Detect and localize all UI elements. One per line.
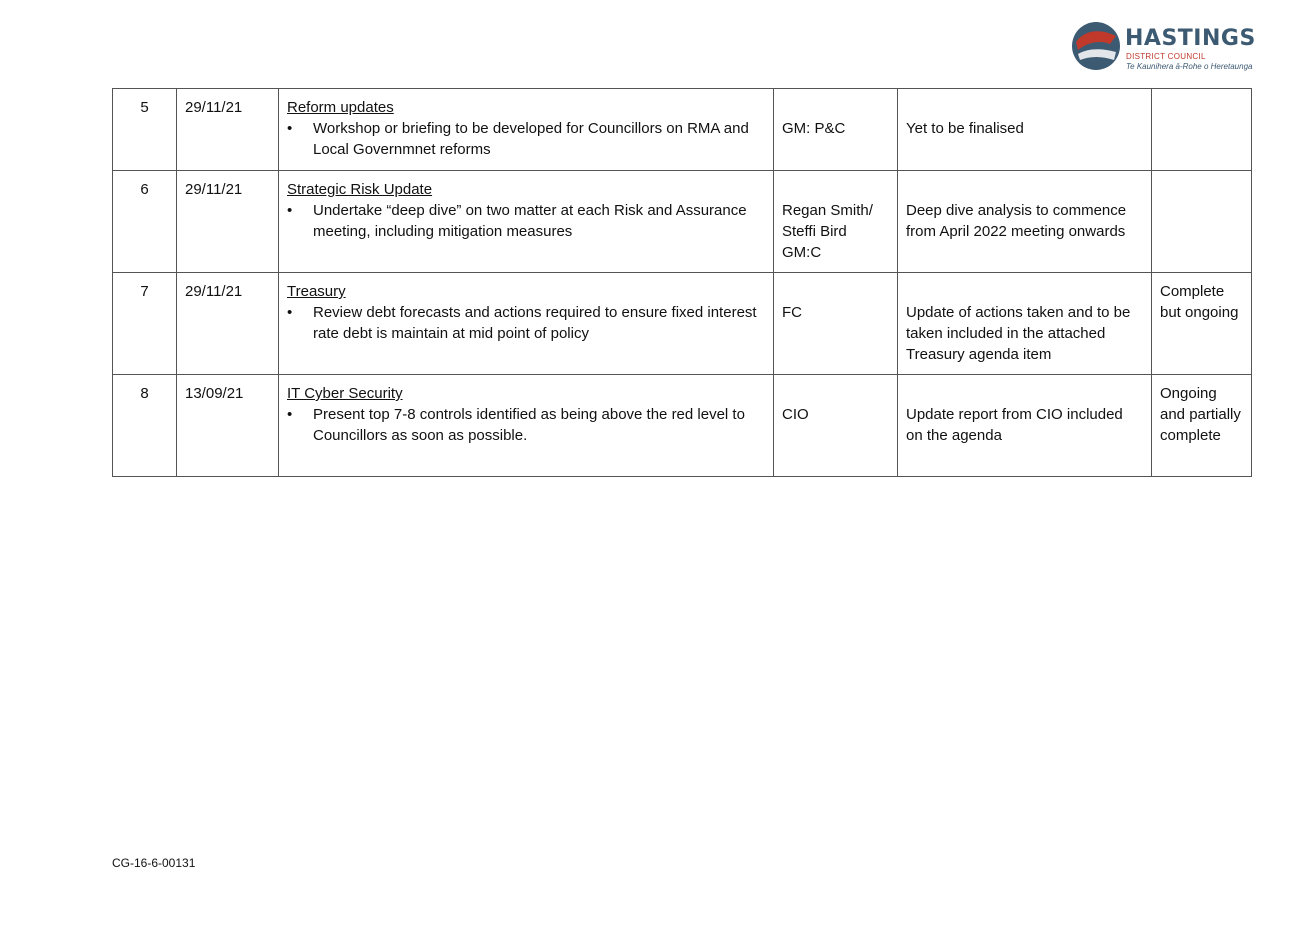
item-bullet: • Workshop or briefing to be developed for Councillors on RMA and Local Governmnet reforms [287,118,765,160]
action-items-table [112,88,1252,477]
responsible-text: CIO [782,406,809,423]
item-bullet: • Undertake “deep dive” on two matter at each Risk and Assurance meeting, including mitigation measures [287,200,765,242]
item-action [898,171,1152,273]
table-row [113,89,1252,171]
item-status: Complete but ongoing [1152,273,1252,375]
item-title: Reform updates [287,99,394,116]
logo-name: HASTINGS [1125,26,1256,51]
item-responsible [774,375,898,477]
item-date: 29/11/21 [177,89,279,171]
document-reference: CG-16-6-00131 [112,856,196,870]
table-row [113,375,1252,477]
item-number: 5 [113,89,177,171]
item-action [898,89,1152,171]
logo-tagline: Te Kaunihera ā-Rohe o Heretaunga [1126,62,1253,71]
item-description [279,273,774,375]
action-text: Yet to be finalised [906,120,1024,137]
council-logo [1070,20,1256,76]
action-text: Update report from CIO included on the agenda [906,406,1123,444]
item-title: Strategic Risk Update [287,181,433,198]
item-status [1152,89,1252,171]
item-status [1152,171,1252,273]
responsible-text: GM: P&C [782,120,846,137]
item-number: 6 [113,171,177,273]
item-description [279,171,774,273]
item-status: Ongoing and partially complete [1152,375,1252,477]
table-row [113,171,1252,273]
council-emblem-icon [1070,20,1122,72]
item-responsible [774,89,898,171]
item-title: Treasury [287,283,346,300]
logo-subtitle: DISTRICT COUNCIL [1126,52,1206,61]
table-row [113,273,1252,375]
responsible-text: Regan Smith/ Steffi Bird GM:C [782,202,873,261]
action-text: Deep dive analysis to commence from April 2022 meeting onwards [906,202,1127,240]
responsible-text: FC [782,304,802,321]
item-description [279,375,774,477]
item-title: IT Cyber Security [287,385,403,402]
item-bullet: • Review debt forecasts and actions required to ensure fixed interest rate debt is maintain at mid point of policy [287,302,765,344]
action-text: Update of actions taken and to be taken included in the attached Treasury agenda item [906,304,1131,363]
item-action [898,375,1152,477]
item-number: 8 [113,375,177,477]
item-date: 29/11/21 [177,171,279,273]
item-description [279,89,774,171]
item-number: 7 [113,273,177,375]
item-date: 13/09/21 [177,375,279,477]
item-bullet: • Present top 7-8 controls identified as being above the red level to Councillors as soon as possible. [287,404,765,446]
item-date: 29/11/21 [177,273,279,375]
item-responsible [774,273,898,375]
item-action [898,273,1152,375]
item-responsible [774,171,898,273]
